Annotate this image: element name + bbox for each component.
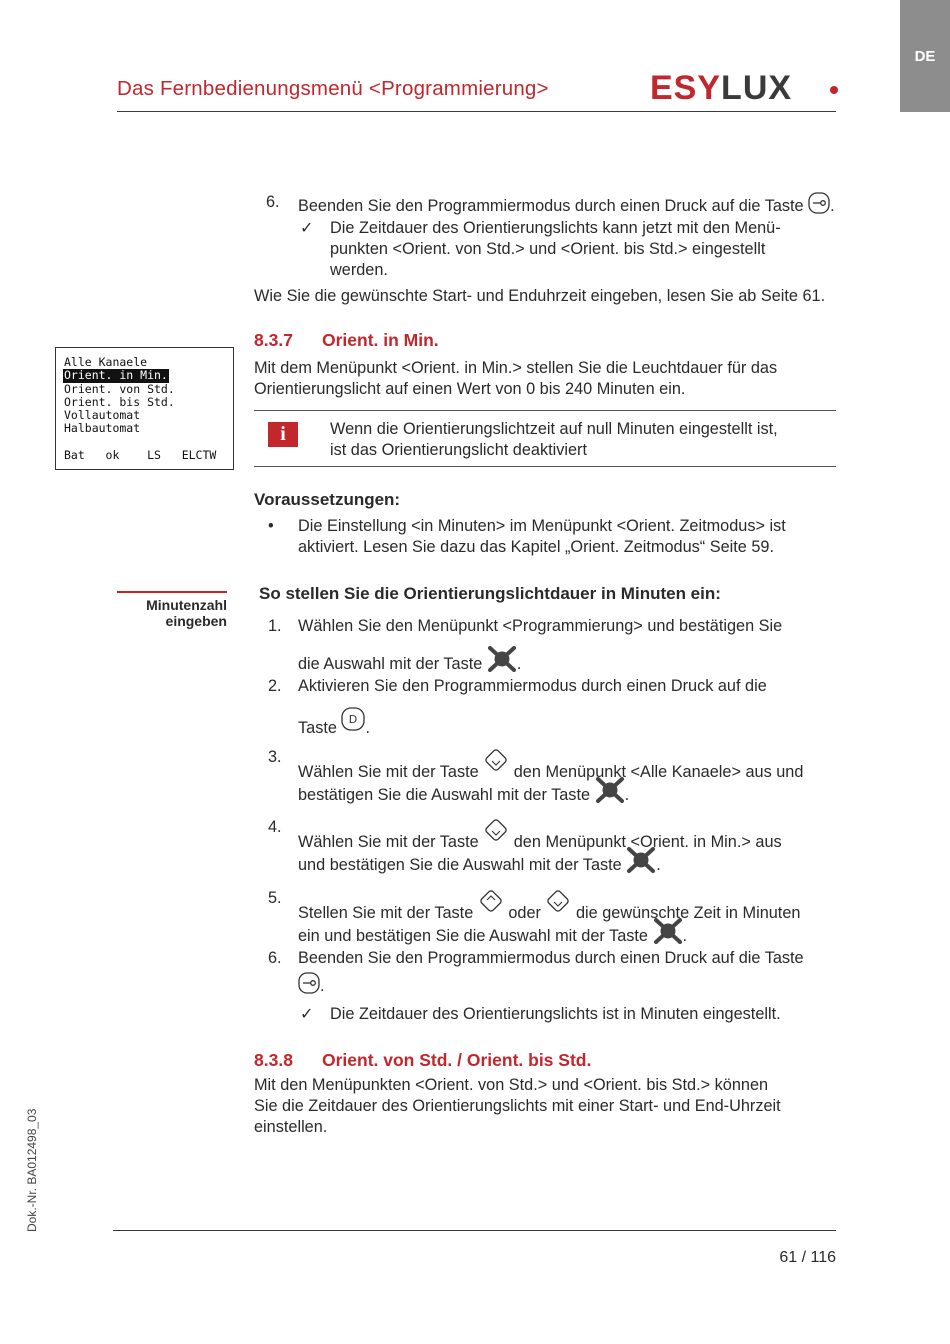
- step-number: 3.: [268, 748, 282, 766]
- step-5-line2: ein und bestätigen Sie die Auswahl mit der Taste .: [298, 918, 687, 947]
- section-838-line2: Sie die Zeitdauer des Orientierungslichts mit einer Start- und End-Uhrzeit: [254, 1097, 781, 1115]
- step-2-line1: Aktivieren Sie den Programmiermodus durch einen Druck auf die: [298, 677, 767, 695]
- logo-dot: [830, 86, 838, 94]
- section-838-line1: Mit den Menüpunkten <Orient. von Std.> und <Orient. bis Std.> können: [254, 1076, 769, 1094]
- prereq-line2: aktiviert. Lesen Sie dazu das Kapitel „Orient. Zeitmodus“ Seite 59.: [298, 538, 775, 556]
- info-box-bottom-rule: [254, 466, 836, 467]
- step-number: 4.: [268, 818, 282, 836]
- lcd-line: Alle Kanaele: [64, 355, 148, 369]
- lcd-line: Orient. bis Std.: [64, 394, 175, 409]
- lcd-line-selected: Orient. in Min.: [64, 368, 168, 383]
- confirm-x-icon: [653, 918, 683, 944]
- step-number: 1.: [268, 617, 282, 635]
- document-number: Dok.-Nr. BA012498_03: [25, 1108, 39, 1232]
- lcd-line: Vollautomat: [64, 408, 141, 423]
- prereq-line1: Die Einstellung <in Minuten> im Menüpunkt <Orient. Zeitmodus> ist: [298, 517, 786, 535]
- lcd-line: Halbautomat: [64, 421, 141, 436]
- diamond-arrow-icon: [483, 817, 509, 849]
- info-box-top-rule: [254, 410, 836, 411]
- diamond-down-icon: [545, 888, 571, 920]
- top-note: Wie Sie die gewünschte Start- und Enduhrzeit eingeben, lesen Sie ab Seite 61.: [254, 287, 826, 305]
- svg-text:D: D: [349, 713, 358, 726]
- key-icon: [808, 192, 830, 220]
- diamond-arrow-icon: [483, 747, 509, 779]
- step-number: 2.: [268, 677, 282, 695]
- section-title-837: Orient. in Min.: [322, 330, 439, 350]
- top-check-line2: punkten <Orient. von Std.> und <Orient. bis Std.> eingestellt: [330, 240, 766, 258]
- check-icon: ✓: [300, 1006, 314, 1023]
- page-header-title: Das Fernbedienungsmenü <Programmierung>: [117, 77, 549, 100]
- language-tab: DE: [900, 0, 950, 112]
- esylux-logo: ESYLUX: [650, 69, 793, 107]
- step-6-line2: .: [298, 972, 325, 1000]
- info-line1: Wenn die Orientierungslichtzeit auf null Minuten eingestellt ist,: [330, 420, 778, 438]
- howto-heading: So stellen Sie die Orientierungslichtdauer in Minuten ein:: [259, 584, 721, 603]
- step-6-line1: Beenden Sie den Programmiermodus durch einen Druck auf die Taste: [298, 949, 804, 967]
- section-837-intro-line1: Mit dem Menüpunkt <Orient. in Min.> stellen Sie die Leuchtdauer für das: [254, 359, 778, 377]
- step-4-line1: Wählen Sie mit der Taste den Menüpunkt <Orient. in Min.> aus: [298, 817, 782, 853]
- key-icon: [298, 972, 320, 1000]
- d-key-icon: [341, 707, 365, 737]
- confirm-x-icon: [626, 847, 656, 873]
- section-number-837: 8.3.7: [254, 330, 293, 350]
- step-3-line2: bestätigen Sie die Auswahl mit der Taste .: [298, 777, 629, 806]
- step-5-line1: Stellen Sie mit der Taste oder die gewünschte Zeit in Minuten: [298, 888, 800, 924]
- top-step-text: Beenden Sie den Programmiermodus durch einen Druck auf die Taste .: [298, 192, 835, 220]
- check-icon: ✓: [300, 220, 314, 237]
- header-divider: [117, 111, 836, 112]
- sidebar-label: Minutenzahl eingeben: [146, 597, 227, 629]
- lcd-line: Orient. von Std.: [64, 381, 175, 396]
- lcd-display: [55, 347, 234, 470]
- footer-divider: [113, 1230, 836, 1231]
- step-1-line1: Wählen Sie den Menüpunkt <Programmierung> und bestätigen Sie: [298, 617, 783, 635]
- step-number: 5.: [268, 889, 282, 907]
- top-step-number: 6.: [266, 193, 280, 211]
- section-838-line3: einstellen.: [254, 1118, 328, 1136]
- step-4-line2: und bestätigen Sie die Auswahl mit der Taste .: [298, 847, 661, 876]
- top-check-line3: werden.: [330, 261, 388, 279]
- section-title-838: Orient. von Std. / Orient. bis Std.: [322, 1050, 592, 1070]
- section-number-838: 8.3.8: [254, 1050, 293, 1070]
- sidebar-rule: [117, 591, 227, 593]
- diamond-up-icon: [478, 888, 504, 920]
- page-number: 61 / 116: [779, 1249, 836, 1266]
- section-837-intro-line2: Orientierungslicht auf einen Wert von 0 bis 240 Minuten ein.: [254, 380, 686, 398]
- info-line2: ist das Orientierungslicht deaktiviert: [330, 441, 587, 459]
- result-text: Die Zeitdauer des Orientierungslichts ist in Minuten eingestellt.: [330, 1005, 781, 1023]
- confirm-x-icon: [487, 646, 517, 672]
- step-3-line1: Wählen Sie mit der Taste den Menüpunkt <Alle Kanaele> aus und: [298, 747, 803, 783]
- info-icon: i: [268, 422, 298, 447]
- step-number: 6.: [268, 949, 282, 967]
- bullet-icon: •: [268, 517, 274, 535]
- step-1-line2: die Auswahl mit der Taste .: [298, 646, 521, 675]
- prereq-heading: Voraussetzungen:: [254, 490, 401, 509]
- top-check-line1: Die Zeitdauer des Orientierungslichts kann jetzt mit den Menü-: [330, 219, 781, 237]
- lcd-footer: Bat ok LS ELCTW: [64, 447, 217, 462]
- confirm-x-icon: [595, 777, 625, 803]
- step-2-line2: Taste D .: [298, 707, 370, 739]
